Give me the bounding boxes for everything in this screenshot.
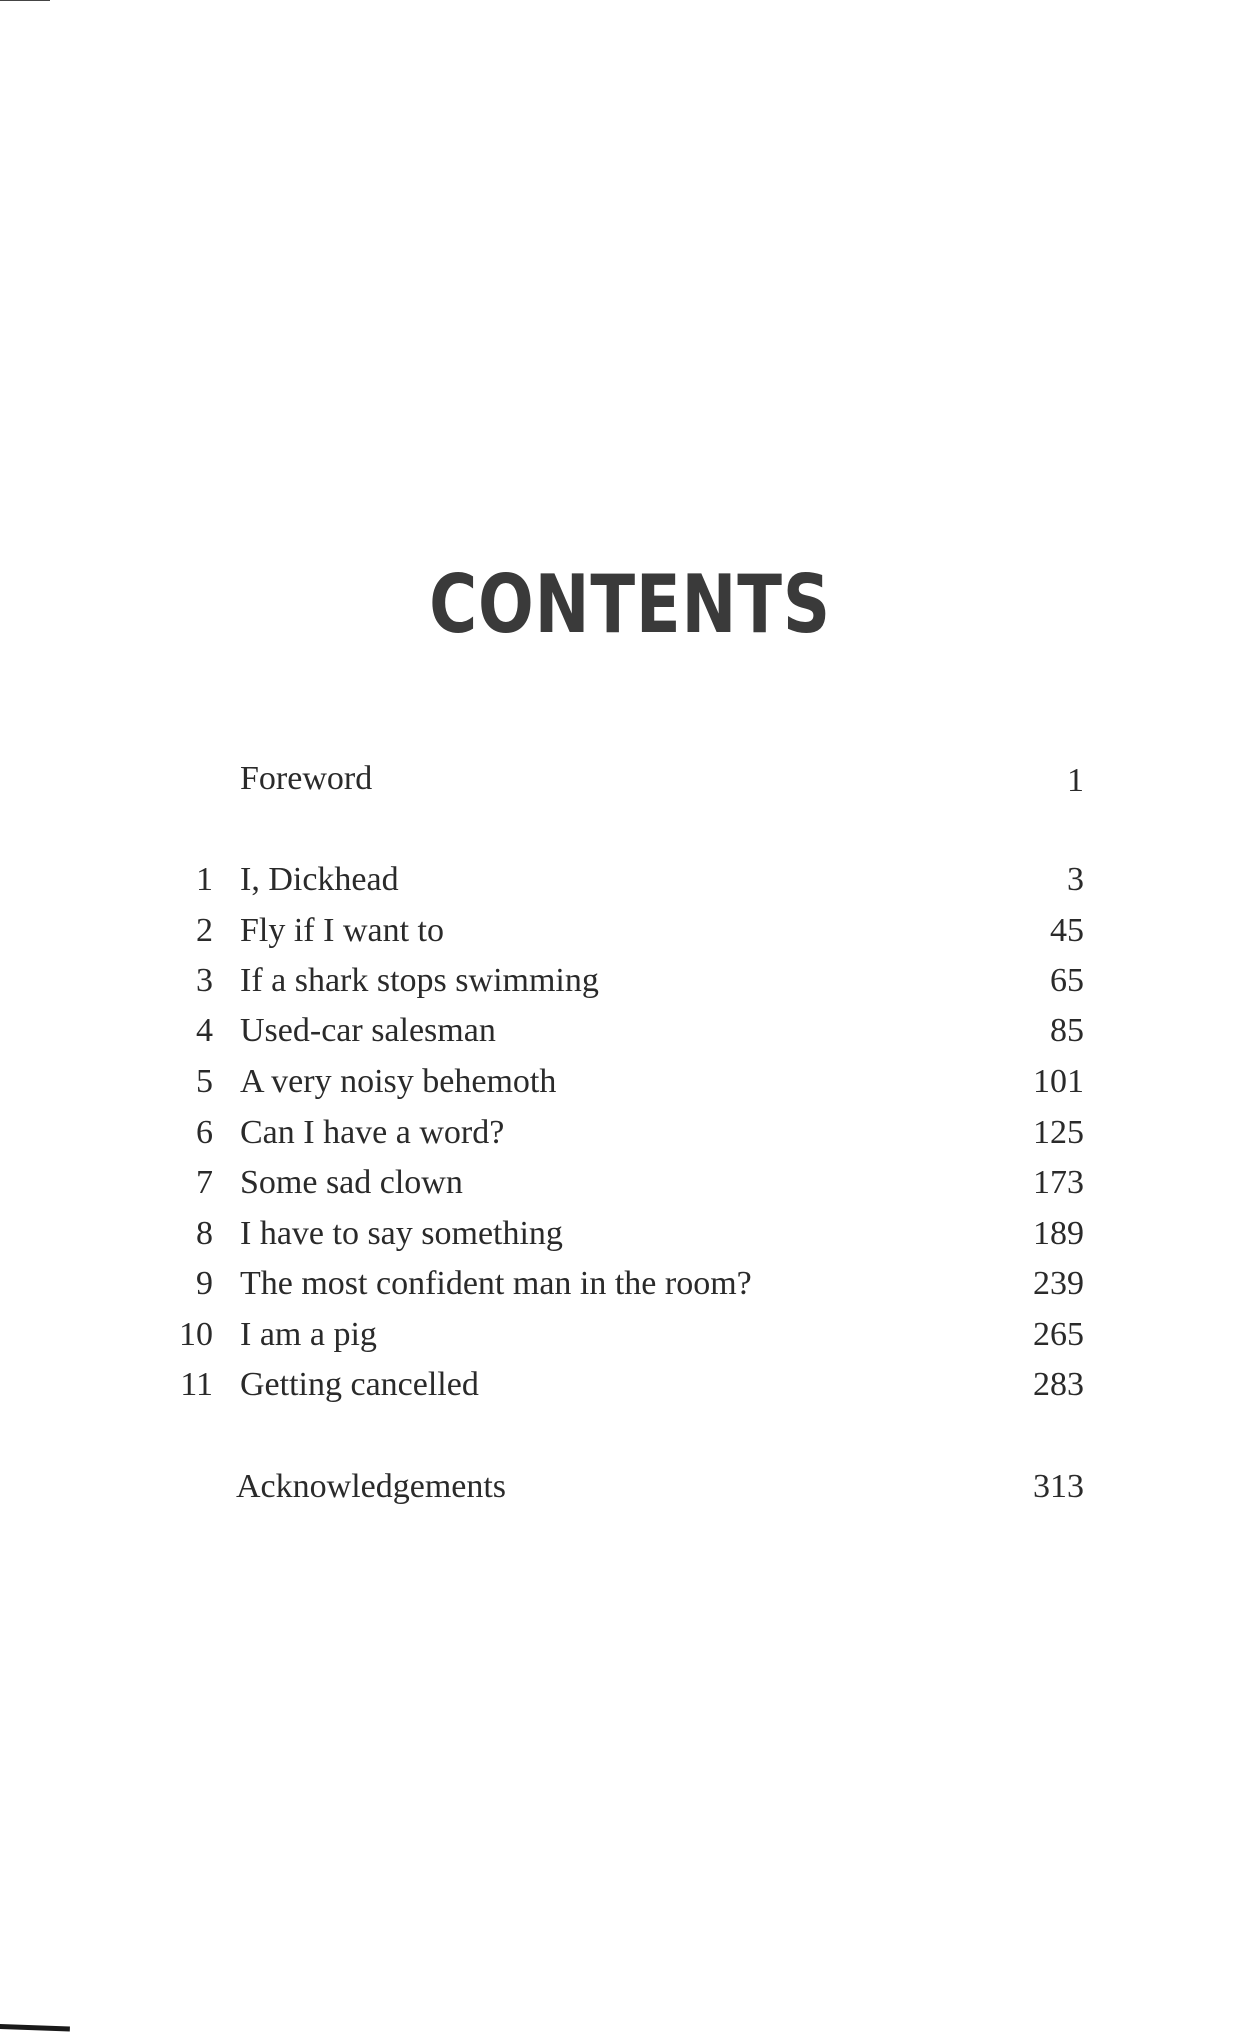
toc-entry-page: 239 [1033,1265,1084,1302]
toc-chapter-number: 9 [196,1265,213,1302]
toc-chapter-number: 3 [196,962,213,999]
toc-entry-label: Can I have a word? [240,1114,505,1151]
toc-entry-page: 3 [1067,861,1084,898]
toc-entry-label: I am a pig [240,1316,377,1353]
toc-entry-page: 189 [1033,1215,1084,1252]
toc-entry-label: Getting cancelled [240,1366,479,1403]
toc-entry-label: Used-car salesman [240,1012,496,1049]
toc-entry-page: 45 [1050,912,1084,949]
toc-entry-chapter [0,1259,1260,1309]
toc-entry-chapter [0,1310,1260,1360]
toc-entry-label: Fly if I want to [240,912,444,949]
toc-chapter-number: 4 [196,1012,213,1049]
toc-entry-chapter [0,1108,1260,1158]
toc-entry-acknowledgements [0,1462,1260,1512]
toc-entry-label: I, Dickhead [240,861,399,898]
toc-entry-chapter [0,1006,1260,1056]
toc-entry-chapter [0,855,1260,905]
toc-entry-label: A very noisy behemoth [240,1063,557,1100]
toc-entry-page: 265 [1033,1316,1084,1353]
toc-chapter-number: 11 [180,1366,213,1403]
scan-edge-mark [0,2024,70,2031]
toc-entry-label: Foreword [240,760,373,797]
toc-entry-page: 101 [1033,1063,1084,1100]
toc-entry-page: 1 [1067,762,1084,799]
toc-entry-chapter [0,956,1260,1006]
toc-chapter-number: 1 [196,861,213,898]
toc-entry-page: 313 [1033,1468,1084,1505]
toc-entry-chapter [0,1158,1260,1208]
toc-entry-chapter [0,1360,1260,1410]
toc-entry-chapter [0,906,1260,956]
toc-chapter-number: 10 [179,1316,213,1353]
toc-entry-label: Some sad clown [240,1164,463,1201]
toc-chapter-number: 5 [196,1063,213,1100]
toc-entry-label: The most confident man in the room? [240,1265,752,1302]
toc-entry-label: Acknowledgements [236,1468,507,1505]
toc-chapter-number: 8 [196,1215,213,1252]
toc-entry-label: If a shark stops swimming [240,962,599,999]
toc-entry-page: 283 [1033,1366,1084,1403]
toc-entry-page: 85 [1050,1012,1084,1049]
toc-entry-chapter [0,1209,1260,1259]
toc-entry-page: 125 [1033,1114,1084,1151]
toc-entry-page: 65 [1050,962,1084,999]
toc-entry-foreword [0,754,1260,804]
toc-entry-page: 173 [1033,1164,1084,1201]
toc-entry-label: I have to say something [240,1215,563,1252]
scan-edge-line [0,0,50,1]
page-title: CONTENTS [429,558,831,651]
toc-chapter-number: 7 [196,1164,213,1201]
toc-entry-chapter [0,1057,1260,1107]
toc-chapter-number: 2 [196,912,213,949]
toc-chapter-number: 6 [196,1114,213,1151]
